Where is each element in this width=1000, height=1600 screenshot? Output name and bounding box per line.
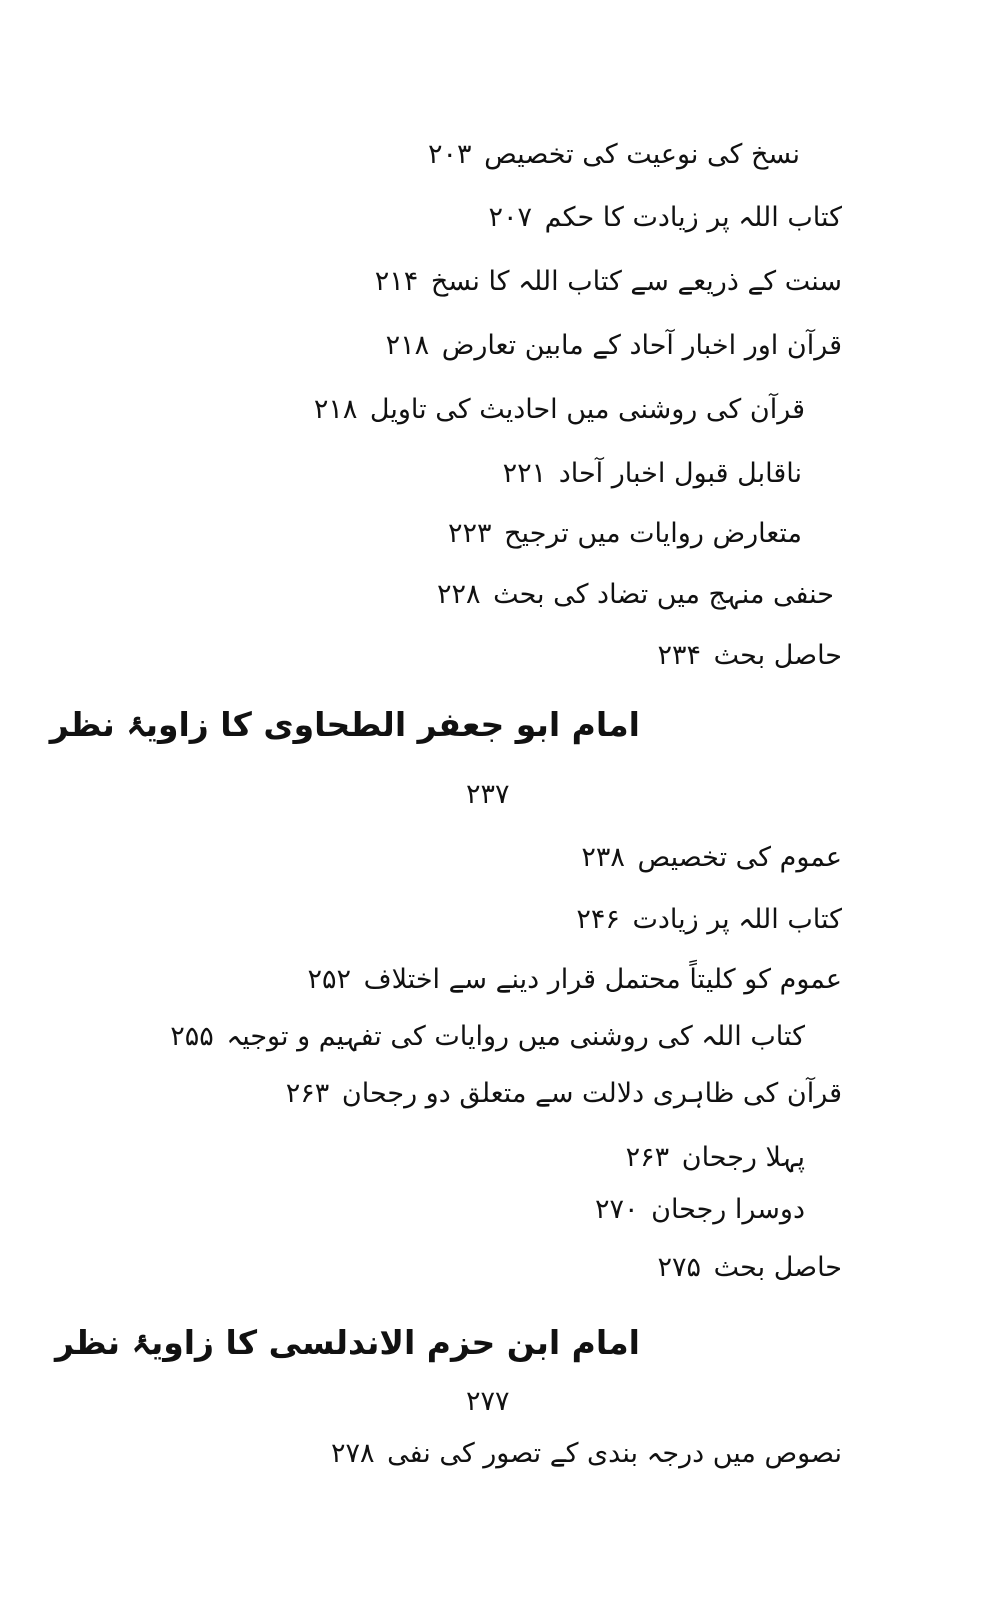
toc-entry [489, 198, 842, 238]
toc-entry-title: دوسرا رجحان [651, 1194, 805, 1225]
toc-entry-title: قرآن کی ظاہری دلالت سے متعلق دو رجحان [341, 1078, 842, 1109]
toc-entry-page: ۲۶۳ [285, 1078, 330, 1109]
section-heading-page: ۲۳۷ [466, 779, 510, 810]
toc-entry [503, 454, 802, 494]
toc-entry-page: ۲۵۲ [307, 964, 351, 995]
section-heading: امام ابو جعفر الطحاوی کا زاویۂ نظر [49, 705, 640, 744]
toc-entry-page: ۲۰۷ [488, 202, 533, 233]
toc-entry [386, 326, 842, 366]
toc-entry-title: حاصل بحث [713, 1252, 842, 1283]
toc-entry [581, 838, 842, 878]
toc-entry [428, 135, 800, 175]
toc-entry-title: نصوص میں درجہ بندی کے تصور کی نفی [387, 1438, 842, 1469]
toc-entry-page: ۲۳۸ [581, 842, 625, 873]
toc-entry-title: ناقابل قبول اخبار آحاد [558, 458, 802, 489]
toc-entry-title: سنت کے ذریعے سے کتاب اللہ کا نسخ [430, 266, 842, 297]
toc-entry-page: ۲۲۸ [436, 579, 481, 610]
toc-entry-title: عموم کو کلیتاً محتمل قرار دینے سے اختلاف [363, 964, 842, 995]
toc-entry-title: حنفی منہج میں تضاد کی بحث [493, 579, 834, 610]
toc-entry-page: ۲۶۳ [625, 1142, 670, 1173]
toc-entry [437, 575, 834, 615]
toc-entry-title: قرآن کی روشنی میں احادیث کی تاویل [369, 394, 805, 425]
toc-entry-title: کتاب اللہ پر زیادت کا حکم [544, 202, 842, 233]
toc-entry-page: ۲۲۳ [448, 518, 492, 549]
toc-entry [314, 390, 805, 430]
toc-entry-page: ۲۳۴ [657, 640, 702, 671]
toc-entry-title: حاصل بحث [713, 640, 842, 671]
toc-entry-title: نسخ کی نوعیت کی تخصیص [484, 139, 800, 170]
toc-entry [626, 1138, 805, 1178]
toc-entry [658, 636, 842, 676]
section-heading: امام ابن حزم الاندلسی کا زاویۂ نظر [54, 1323, 640, 1362]
toc-entry-title: کتاب اللہ پر زیادت [632, 904, 842, 935]
toc-entry [286, 1074, 842, 1114]
toc-entry-page: ۲۴۶ [576, 904, 620, 935]
toc-entry-title: پہلا رجحان [681, 1142, 805, 1173]
toc-entry [576, 900, 842, 940]
section-heading-page: ۲۷۷ [466, 1386, 510, 1417]
toc-entry-page: ۲۲۱ [502, 458, 547, 489]
toc-entry-page: ۲۷۵ [657, 1252, 702, 1283]
toc-entry-title: قرآن اور اخبار آحاد کے مابین تعارض [441, 330, 842, 361]
toc-entry-title: عموم کی تخصیص [637, 842, 842, 873]
toc-entry [595, 1190, 805, 1230]
toc-entry-page: ۲۷۸ [330, 1438, 375, 1469]
toc-entry [448, 514, 802, 554]
toc-entry-page: ۲۵۵ [170, 1021, 214, 1052]
toc-entry-page: ۲۱۸ [385, 330, 430, 361]
toc-entry [658, 1248, 842, 1288]
toc-entry [170, 1017, 805, 1057]
toc-entry [375, 262, 842, 302]
toc-entry-page: ۲۱۸ [313, 394, 358, 425]
toc-entry-title: متعارض روایات میں ترجیح [504, 518, 802, 549]
toc-entry [331, 1434, 842, 1474]
toc-entry-page: ۲۱۴ [374, 266, 419, 297]
toc-entry [307, 960, 842, 1000]
toc-entry-page: ۲۰۳ [427, 139, 472, 170]
toc-entry-title: کتاب اللہ کی روشنی میں روایات کی تفہیم و توجیہ [226, 1021, 805, 1052]
toc-entry-page: ۲۷۰ [595, 1194, 639, 1225]
